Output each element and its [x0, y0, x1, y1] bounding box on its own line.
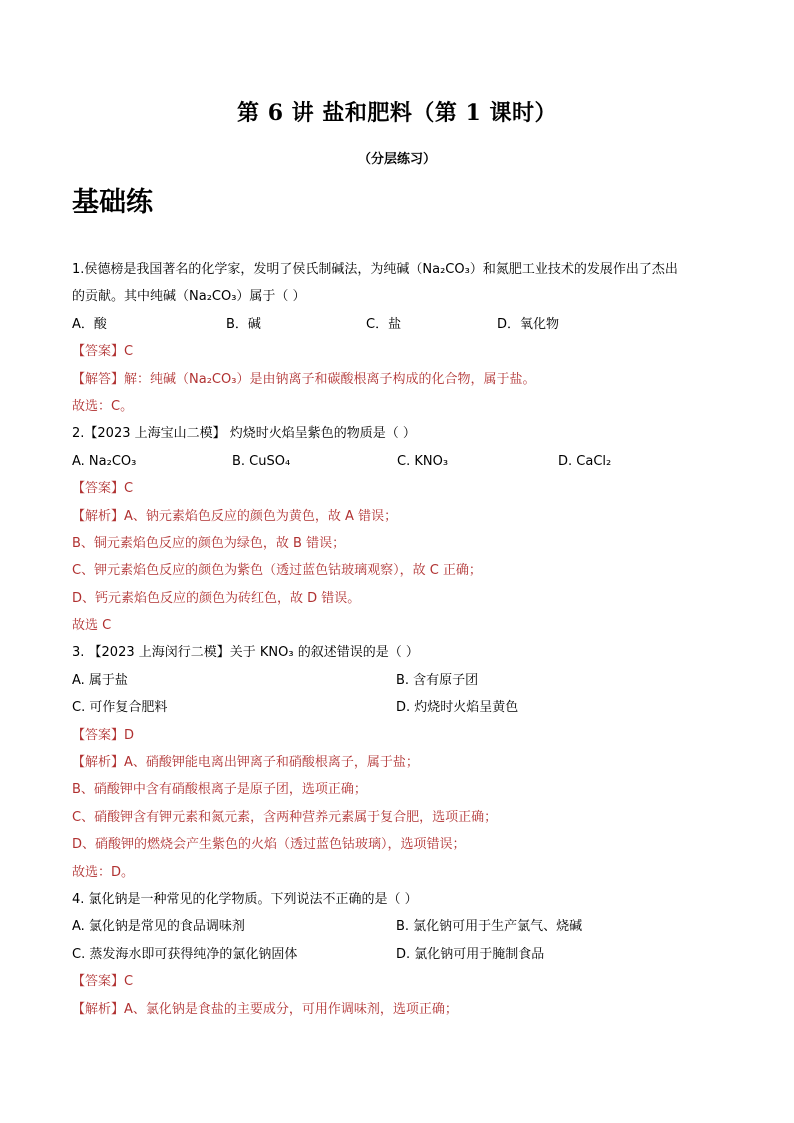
question-2-stem: 2.【2023 上海宝山二模】 灼烧时火焰呈紫色的物质是（ ）: [72, 426, 416, 442]
question-1-options: [72, 311, 726, 338]
question-1-option-d: D．氧化物: [497, 316, 560, 332]
question-2-explanation: [72, 503, 726, 530]
question-3-answer: 【答案】D: [72, 727, 135, 743]
question-1-option-b: B．碱: [226, 316, 261, 332]
question-2-option-c: C. KNO₃: [397, 453, 449, 469]
explanation-text: A、钠元素焰色反应的颜色为黄色，故 A 错误；: [124, 508, 398, 524]
question-1-answer: 【答案】C: [72, 344, 134, 360]
question-1-option-a: A．酸: [72, 316, 107, 332]
question-1-conclusion: 故选：C。: [72, 398, 134, 414]
question-4-options-row-1: [72, 913, 726, 940]
question-3-explanation-line: C、硝酸钾含有钾元素和氮元素，含两种营养元素属于复合肥，选项正确；: [72, 809, 498, 825]
question-3-explanation-line: B、硝酸钾中含有硝酸根离子是原子团，选项正确；: [72, 782, 367, 798]
question-3-option-b: B. 含有原子团: [396, 672, 479, 688]
question-3-option-a: A. 属于盐: [72, 672, 128, 688]
question-4-option-c: C. 蒸发海水即可获得纯净的氯化钠固体: [72, 946, 298, 962]
question-1-stem-line-1: 1.侯德榜是我国著名的化学家，发明了侯氏制碱法，为纯碱（Na₂CO₃）和氮肥工业技术的发展作出了杰出: [72, 262, 678, 277]
question-3-conclusion: 故选：D。: [72, 864, 135, 880]
question-4-options-row-2: [72, 941, 726, 968]
question-4-explanation: [72, 996, 726, 1023]
explanation-tag: 【解析】: [72, 508, 125, 524]
explanation-text: A、氯化钠是食盐的主要成分，可用作调味剂，选项正确；: [124, 1001, 458, 1017]
explanation-tag: 【解答】: [72, 371, 125, 387]
question-2-explanation-line: C、钾元素焰色反应的颜色为紫色（透过蓝色钴玻璃观察），故 C 正确；: [72, 563, 482, 579]
question-4-stem: 4. 氯化钠是一种常见的化学物质。下列说法不正确的是（ ）: [72, 891, 418, 907]
question-1-option-c: C．盐: [366, 316, 402, 332]
explanation-tag: 【解析】: [72, 755, 125, 771]
question-3-explanation: [72, 749, 726, 776]
question-2-option-a: A. Na₂CO₃: [72, 453, 137, 469]
section-heading: 基础练: [72, 187, 153, 218]
question-4-option-d: D. 氯化钠可用于腌制食品: [396, 946, 545, 962]
explanation-text: 解：纯碱（Na₂CO₃）是由钠离子和碳酸根离子构成的化合物，属于盐。: [124, 371, 536, 387]
page-title: 第 6 讲 盐和肥料（第 1 课时）: [237, 100, 557, 126]
question-3-option-c: C. 可作复合肥料: [72, 700, 168, 716]
question-1-explanation: [72, 366, 726, 393]
question-4-option-b: B. 氯化钠可用于生产氯气、烧碱: [396, 919, 583, 935]
question-2-explanation-line: D、钙元素焰色反应的颜色为砖红色，故 D 错误。: [72, 590, 361, 606]
question-3-stem: 3. 【2023 上海闵行二模】关于 KNO₃ 的叙述错误的是（ ）: [72, 645, 419, 661]
question-2-options: [72, 448, 726, 475]
question-3-options-row-1: [72, 667, 726, 694]
question-4-option-a: A. 氯化钠是常见的食品调味剂: [72, 919, 245, 935]
question-2-explanation-line: B、铜元素焰色反应的颜色为绿色，故 B 错误；: [72, 535, 346, 551]
question-2-answer: 【答案】C: [72, 481, 134, 497]
question-2-conclusion: 故选 C: [72, 618, 112, 634]
page-subtitle: （分层练习）: [357, 152, 436, 167]
explanation-tag: 【解析】: [72, 1001, 125, 1017]
question-list: [72, 256, 726, 1023]
question-2-option-d: D. CaCl₂: [558, 453, 612, 469]
question-3-explanation-line: D、硝酸钾的燃烧会产生紫色的火焰（透过蓝色钴玻璃），选项错误；: [72, 837, 466, 853]
question-3-options-row-2: [72, 694, 726, 721]
explanation-text: A、硝酸钾能电离出钾离子和硝酸根离子，属于盐；: [124, 755, 419, 771]
question-4-answer: 【答案】C: [72, 974, 134, 990]
question-3-option-d: D. 灼烧时火焰呈黄色: [396, 700, 519, 716]
question-1-stem-line-2: 的贡献。其中纯碱（Na₂CO₃）属于（ ）: [72, 289, 306, 305]
question-2-option-b: B. CuSO₄: [232, 453, 291, 469]
